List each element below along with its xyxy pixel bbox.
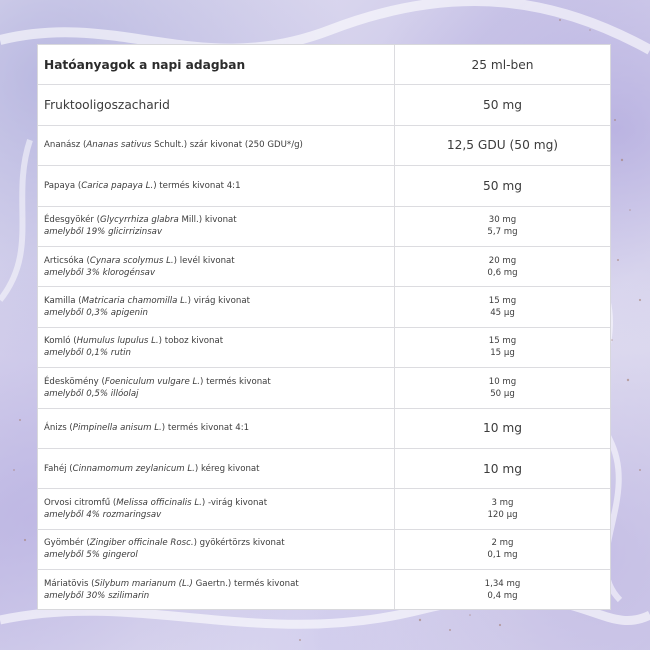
ingredient-amount: 30 mg — [488, 215, 517, 226]
ingredient-amount: 20 mg — [488, 255, 517, 266]
ingredient-amount-cell — [395, 408, 611, 448]
ingredient-name-text: Máriatövis ( — [44, 578, 95, 589]
ingredient-name-text: Articsóka ( — [44, 255, 90, 266]
ingredient-amount: 0,4 mg — [487, 590, 518, 601]
ingredient-amount: 12,5 GDU (50 mg) — [446, 138, 559, 153]
ingredient-latin-name: Ananas sativus — [86, 140, 152, 151]
ingredients-table — [37, 44, 611, 610]
ingredient-amount: 50 mg — [483, 98, 522, 113]
ingredient-amount: 10 mg — [483, 461, 522, 476]
table-row — [38, 206, 610, 246]
ingredient-name-text: ) virág kivonat — [187, 296, 250, 307]
ingredient-amount: 15 mg — [488, 296, 517, 307]
ingredient-amount-cell — [395, 125, 611, 165]
ingredient-amount-cell — [395, 246, 611, 286]
ingredient-amount: 3 mg — [491, 497, 514, 508]
ingredient-name — [44, 335, 394, 347]
ingredient-amount: 5,7 mg — [487, 227, 518, 238]
ingredient-amount-cell — [395, 570, 611, 610]
table-header-row — [38, 45, 610, 85]
ingredient-name-cell — [38, 85, 395, 125]
ingredient-latin-name: Silybum marianum (L.) — [94, 578, 193, 589]
table-row — [38, 408, 610, 448]
ingredient-name — [44, 537, 394, 549]
table-row — [38, 489, 610, 529]
table-row — [38, 327, 610, 367]
ingredient-amount-cell — [395, 368, 611, 408]
ingredient-amount-cell — [395, 287, 611, 327]
ingredient-amount-cell — [395, 448, 611, 488]
ingredient-latin-name: Matricaria chamomilla L. — [81, 296, 188, 307]
ingredient-amount-cell — [395, 529, 611, 569]
ingredient-name — [44, 99, 394, 111]
table-row — [38, 246, 610, 286]
ingredient-name-text: Komló ( — [44, 336, 77, 347]
ingredient-name-text: Édeskömény ( — [44, 376, 105, 387]
ingredient-name-cell — [38, 125, 395, 165]
ingredient-name — [44, 422, 394, 434]
ingredient-amount: 0,1 mg — [487, 550, 518, 561]
ingredient-name-text: ) termés kivonat 4:1 — [161, 423, 250, 434]
ingredient-name — [44, 139, 394, 151]
ingredient-name — [44, 180, 394, 192]
table-row — [38, 125, 610, 165]
ingredient-name-text: Schult.) szár kivonat (250 GDU*/g) — [151, 140, 303, 151]
ingredient-amount: 15 mg — [488, 336, 517, 347]
header-value-cell: 25 ml-ben — [395, 45, 611, 85]
ingredient-amount: 10 mg — [488, 376, 517, 387]
ingredient-latin-name: Carica papaya L. — [81, 180, 154, 191]
ingredient-active-compound: amelyből 0,1% rutin — [44, 348, 131, 359]
ingredient-name-text: Mill.) kivonat — [178, 215, 237, 226]
ingredient-name-text: Ánizs ( — [44, 423, 73, 434]
ingredient-name-cell — [38, 246, 395, 286]
ingredient-name — [44, 463, 394, 475]
ingredient-amount: 2 mg — [491, 538, 514, 549]
ingredient-name-text: Papaya ( — [44, 180, 82, 191]
ingredient-amount: 1,34 mg — [484, 578, 521, 589]
ingredient-latin-name: Humulus lupulus L. — [76, 336, 159, 347]
ingredient-latin-name: Cynara scolymus L. — [89, 255, 174, 266]
ingredient-name-text: Ananász ( — [44, 140, 87, 151]
ingredient-name-text: ) termés kivonat — [200, 376, 271, 387]
header-name-cell: Hatóanyagok a napi adagban — [38, 45, 395, 85]
ingredient-name-text: ) termés kivonat 4:1 — [153, 180, 241, 191]
ingredient-amount: 120 µg — [487, 509, 518, 520]
ingredient-amount-cell — [395, 206, 611, 246]
ingredient-amount: 45 µg — [490, 308, 515, 319]
ingredient-amount-cell — [395, 166, 611, 206]
ingredient-name — [44, 295, 394, 307]
ingredient-name-text: ) kéreg kivonat — [194, 463, 260, 474]
ingredient-name-cell — [38, 206, 395, 246]
ingredient-name-text: ) gyökértörzs kivonat — [193, 538, 285, 549]
table-row — [38, 570, 610, 610]
ingredient-active-compound: amelyből 5% gingerol — [44, 550, 138, 561]
ingredient-amount: 0,6 mg — [487, 267, 518, 278]
ingredient-name-cell — [38, 368, 395, 408]
ingredient-name-cell — [38, 570, 395, 610]
ingredient-name-text: Fahéj ( — [44, 463, 73, 474]
ingredient-latin-name: Zingiber officinale Rosc. — [89, 538, 194, 549]
ingredient-name-text: ) levél kivonat — [173, 255, 235, 266]
ingredient-name-text: ) toboz kivonat — [158, 336, 224, 347]
ingredient-active-compound: amelyből 30% szilimarin — [44, 590, 150, 601]
ingredient-amount: 10 mg — [483, 421, 522, 436]
ingredient-name-text: Gaertn.) termés kivonat — [192, 578, 299, 589]
ingredient-amount: 50 µg — [490, 388, 515, 399]
ingredient-name-cell — [38, 327, 395, 367]
ingredient-name-text: ) -virág kivonat — [201, 497, 268, 508]
ingredient-active-compound: amelyből 0,3% apigenin — [44, 308, 148, 319]
table-row — [38, 529, 610, 569]
ingredient-latin-name: Cinnamomum zeylanicum L. — [72, 463, 195, 474]
ingredient-amount-cell — [395, 327, 611, 367]
ingredient-name — [44, 255, 394, 267]
table-row — [38, 166, 610, 206]
ingredient-active-compound: amelyből 19% glicirrizinsav — [44, 227, 163, 238]
ingredient-amount: 50 mg — [483, 178, 522, 193]
ingredient-name-cell — [38, 529, 395, 569]
ingredient-name-cell — [38, 166, 395, 206]
ingredient-name-text: Kamilla ( — [44, 296, 82, 307]
ingredient-name — [44, 214, 394, 226]
ingredient-active-compound: amelyből 4% rozmaringsav — [44, 509, 162, 520]
ingredient-amount: 15 µg — [490, 348, 515, 359]
table-row — [38, 368, 610, 408]
ingredient-latin-name: Foeniculum vulgare L. — [104, 376, 201, 387]
ingredient-name-text: Gyömbér ( — [44, 538, 90, 549]
table-row — [38, 287, 610, 327]
ingredient-name — [44, 497, 394, 509]
ingredient-active-compound: amelyből 3% klorogénsav — [44, 267, 156, 278]
ingredient-name-cell — [38, 287, 395, 327]
ingredient-amount-cell — [395, 85, 611, 125]
ingredient-active-compound: amelyből 0,5% illóolaj — [44, 388, 139, 399]
ingredient-name-text: Fruktooligoszacharid — [44, 98, 170, 113]
ingredient-latin-name: Glycyrrhiza glabra — [100, 215, 179, 226]
ingredient-name-cell — [38, 448, 395, 488]
ingredient-name-cell — [38, 408, 395, 448]
ingredient-name-text: Édesgyökér ( — [44, 215, 101, 226]
ingredient-latin-name: Melissa officinalis L. — [116, 497, 202, 508]
ingredient-name-text: Orvosi citromfű ( — [44, 497, 117, 508]
ingredient-name — [44, 376, 394, 388]
ingredient-name — [44, 578, 394, 590]
ingredient-latin-name: Pimpinella anisum L. — [72, 423, 162, 434]
ingredient-name-cell — [38, 489, 395, 529]
ingredient-amount-cell — [395, 489, 611, 529]
table-row — [38, 85, 610, 125]
table-row — [38, 448, 610, 488]
